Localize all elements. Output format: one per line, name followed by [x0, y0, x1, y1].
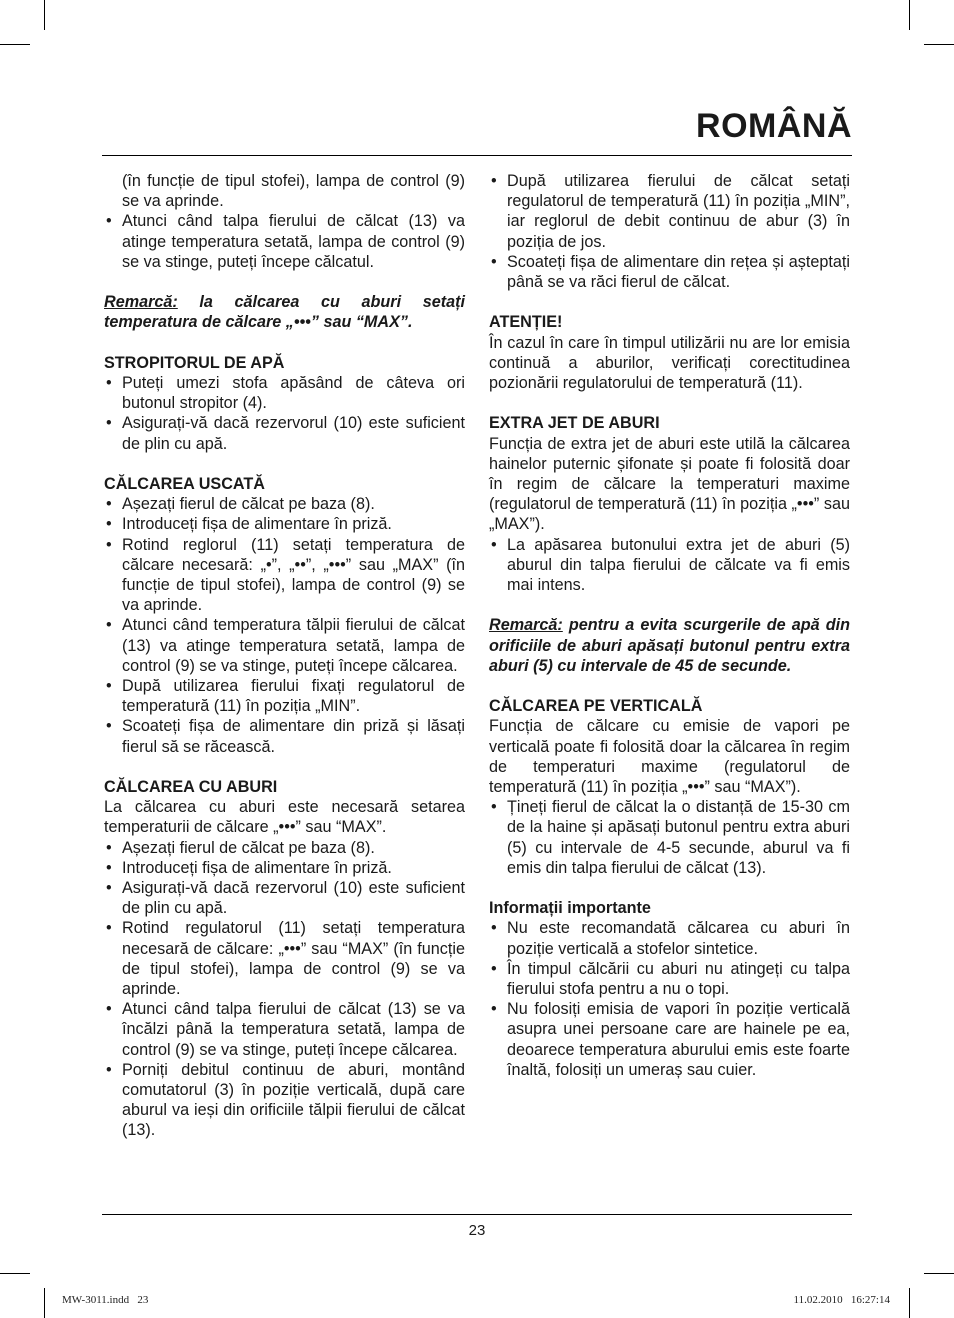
- page-number: 23: [468, 1222, 486, 1239]
- crop-mark: [44, 0, 45, 30]
- crop-mark: [924, 44, 954, 45]
- list-item: • Așezați fierul de călcat pe baza (8).: [104, 494, 465, 514]
- crop-mark: [0, 44, 30, 45]
- remark-text: pentru a evita scurgerile de apă din orificiile de aburi apăsați butonul pentru extra aburi (5) cu intervale de 45 de secunde.: [489, 616, 850, 675]
- list-item: • Atunci când temperatura tălpii fierului de călcat (13) va atinge temperatura setată, lampa de control (9) se va stinge, puteți începe călcarea.: [104, 615, 465, 676]
- remark-label: Remarcă:: [104, 293, 178, 312]
- important-info-list: [489, 918, 850, 1080]
- section-title-important-info: Informații importante: [489, 899, 651, 918]
- remark-text: la călcarea cu aburi setați temperatura de călcare „•••” sau “MAX”.: [104, 293, 465, 332]
- extra-jet-text: Funcția de extra jet de aburi este utilă la călcarea hainelor puternic șifonate și poate fi folosită doar în regim de călcare la temperaturi maxime (regulatorul de temperatură (11) în poziția „•••” sau „MAX”).: [489, 434, 850, 534]
- header-rule: [102, 155, 852, 156]
- footer-timestamp: 11.02.2010 16:27:14: [793, 1294, 890, 1306]
- intro-list: [489, 171, 850, 292]
- list-item: • Așezați fierul de călcat pe baza (8).: [104, 838, 465, 858]
- vertical-text: Funcția de călcare cu emisie de vapori pe verticală poate fi folosită doar la călcarea în regim de temperaturi maxime (regulatorul de temperatură (11) în poziția „•••” sau “MAX”).: [489, 717, 850, 797]
- list-item: • Porniți debitul continuu de aburi, montând comutatorul (3) în poziție verticală, după care aburul va ieși din orificiile tălpii fierului de călcat (13).: [104, 1060, 465, 1141]
- section-title-attention: ATENȚIE!: [489, 313, 563, 332]
- footer-file-info: MW-3011.indd 23: [62, 1294, 149, 1306]
- dry-ironing-list: [104, 494, 465, 757]
- extra-jet-list: [489, 535, 850, 596]
- page-title: ROMÂNĂ: [696, 107, 852, 145]
- list-item: • La apăsarea butonului extra jet de aburi (5) aburul din talpa fierului de călcate va fi emis mai intens.: [489, 535, 850, 596]
- remark-label: Remarcă:: [489, 616, 563, 635]
- list-item: • Țineți fierul de călcat la o distanță de 15-30 cm de la haine și apăsați butonul pentru extra aburi (5) cu intervale de 4-5 secunde, aburul va fi emis din talpa fierului de călcat (13).: [489, 797, 850, 878]
- list-item: • Scoateți fișa de alimentare din priză și lăsați fierul să se răcească.: [104, 716, 465, 756]
- list-item: • Asigurați-vă dacă rezervorul (10) este suficient de plin cu apă.: [104, 413, 465, 453]
- sprinkler-list: [104, 373, 465, 454]
- continued-text: (în funcție de tipul stofei), lampa de control (9) se va aprinde.: [122, 172, 465, 211]
- list-item: • Scoateți fișa de alimentare din rețea și așteptați până se va răci fierul de călcat.: [489, 252, 850, 292]
- crop-mark: [909, 0, 910, 30]
- remark-note: [489, 615, 850, 676]
- intro-list: [104, 211, 465, 272]
- steam-intro: La călcarea cu aburi este necesară setarea temperaturii de călcare „•••” sau “MAX”.: [104, 798, 465, 837]
- section-title-sprinkler: STROPITORUL DE APĂ: [104, 353, 285, 372]
- list-item: • Asigurați-vă dacă rezervorul (10) este suficient de plin cu apă.: [104, 878, 465, 918]
- list-item: • După utilizarea fierului fixați regulatorul de temperatură (11) în poziția „MIN”.: [104, 676, 465, 716]
- list-item: • Puteți umezi stofa apăsând de câteva ori butonul stropitor (4).: [104, 373, 465, 413]
- attention-text: În cazul în care în timpul utilizării nu are lor emisia continuă a aburilor, verificați corectitudinea pozionării regulatorului de temperatură (11).: [489, 333, 850, 393]
- crop-mark: [44, 1288, 45, 1318]
- list-item: • Nu folosiți emisia de vapori în poziție verticală asupra unei persoane care are hainele pe ea, deoarece temperatura aburului emis este foarte înaltă, folosiți un umeraș sau cuier.: [489, 999, 850, 1080]
- section-title-extra-jet: EXTRA JET DE ABURI: [489, 414, 660, 433]
- list-item: • Nu este recomandată călcarea cu aburi în poziție verticală a stofelor sintetice.: [489, 918, 850, 958]
- vertical-list: [489, 797, 850, 878]
- steam-ironing-list: [104, 838, 465, 1141]
- list-item: • Atunci când talpa fierului de călcat (13) se va încălzi până la temperatura setată, lampa de control (9) se va stinge, puteți începe călcarea.: [104, 999, 465, 1060]
- section-title-steam-ironing: CĂLCAREA CU ABURI: [104, 778, 278, 797]
- section-title-vertical-ironing: CĂLCAREA PE VERTICALĂ: [489, 697, 703, 716]
- list-item: • Rotind reglorul (11) setați temperatura de călcare necesară: „•”, „••”, „•••” sau „MAX” (în funcție de tipul stofei), lampa de control (9) se va aprinde.: [104, 535, 465, 616]
- section-title-dry-ironing: CĂLCAREA USCATĂ: [104, 475, 265, 493]
- crop-mark: [0, 1273, 30, 1274]
- list-item: • Introduceți fișa de alimentare în priză.: [104, 858, 465, 878]
- list-item: • Atunci când talpa fierului de călcat (13) va atinge temperatura setată, lampa de control (9) se va stinge, puteți începe călcatul.: [104, 211, 465, 272]
- crop-mark: [909, 1288, 910, 1318]
- list-item: • Introduceți fișa de alimentare în priză.: [104, 514, 465, 534]
- crop-mark: [924, 1273, 954, 1274]
- list-item: • După utilizarea fierului de călcat setați regulatorul de temperatură (11) în poziția „MIN”, iar reglorul de debit continuu de abur (3) în poziția de jos.: [489, 171, 850, 252]
- list-item: • În timpul călcării cu aburi nu atingeți cu talpa fierului stofa pentru a nu o topi.: [489, 959, 850, 999]
- list-item: • Rotind regulatorul (11) setați temperatura necesară de călcare: „•••” sau “MAX” (în funcție de tipul stofei), lampa de control (9) se va aprinde.: [104, 918, 465, 999]
- left-column: [104, 171, 465, 1141]
- footer-rule: [102, 1214, 852, 1215]
- remark-note: [104, 292, 465, 332]
- right-column: [489, 171, 850, 1080]
